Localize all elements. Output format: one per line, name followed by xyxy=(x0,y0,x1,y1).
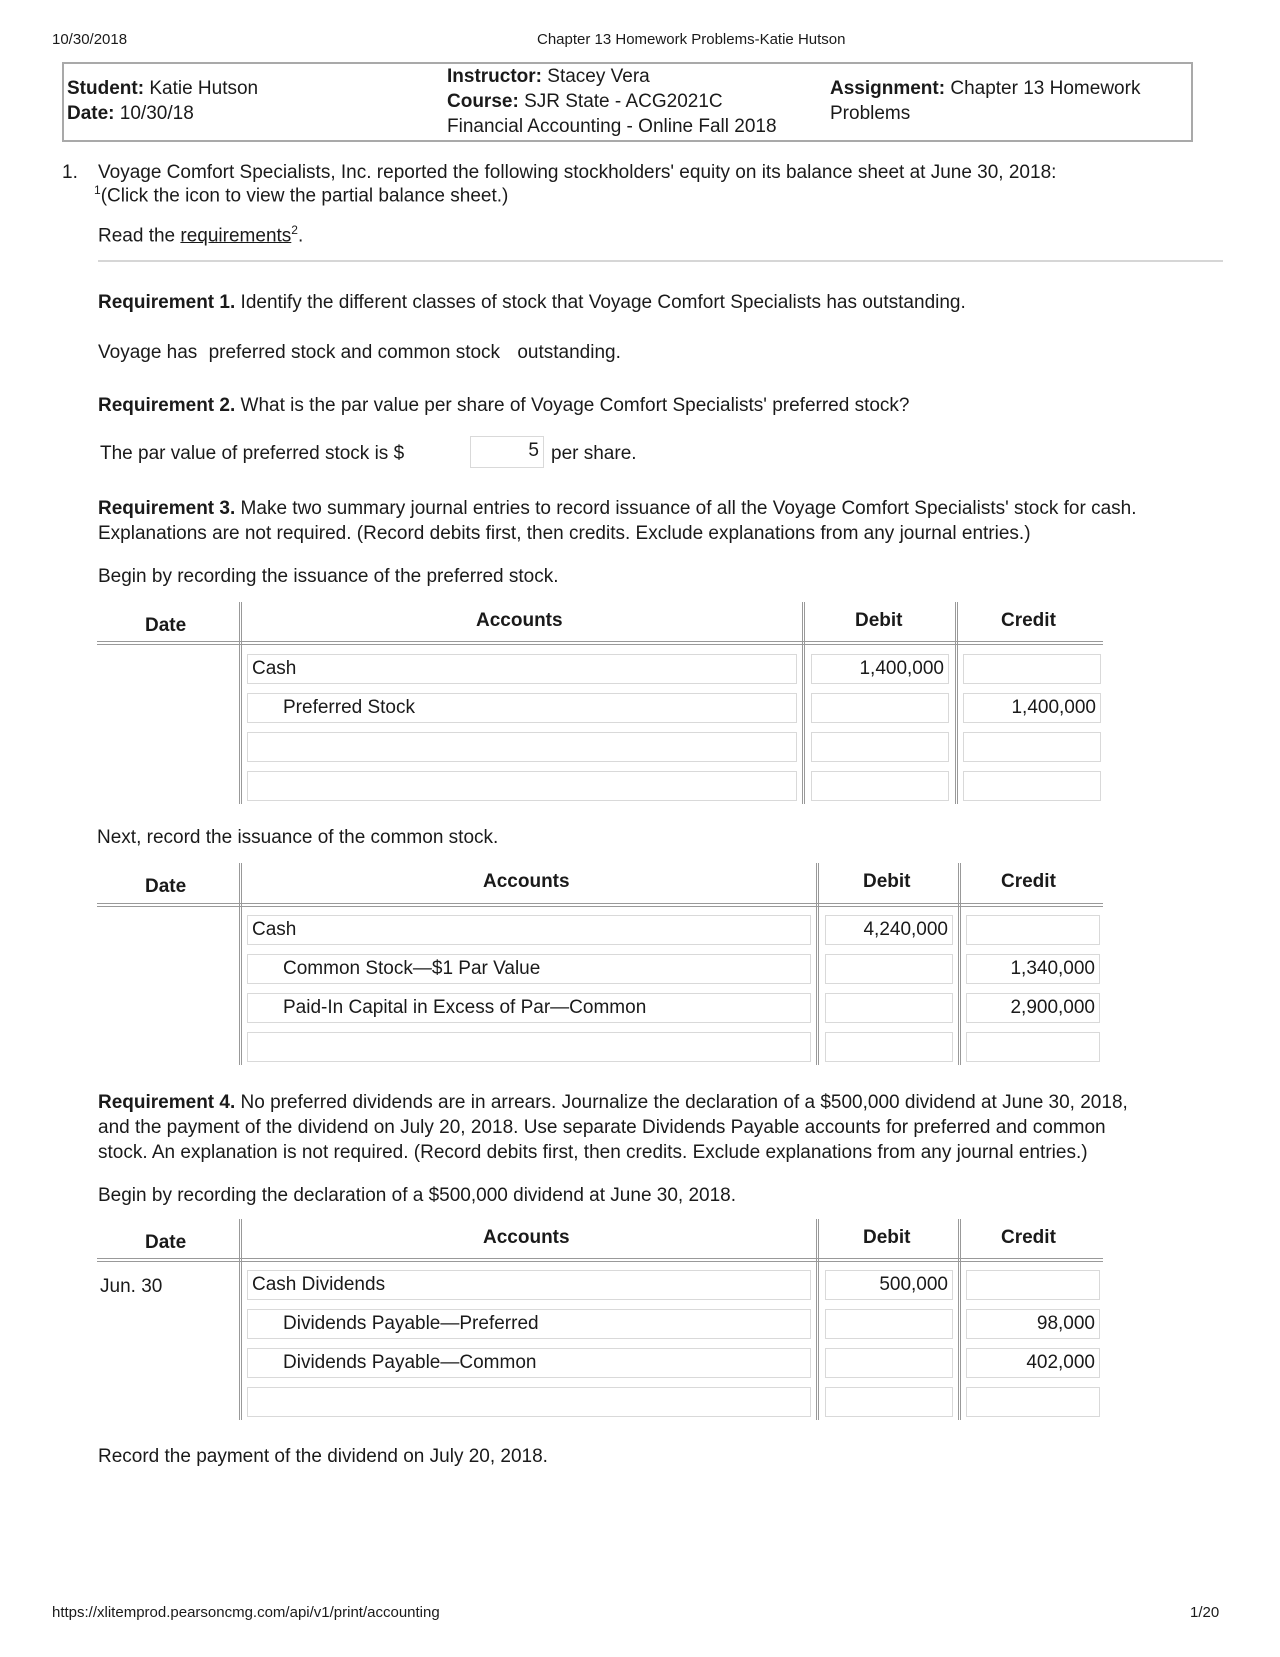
col-header-date: Date xyxy=(145,1232,187,1253)
debit-input[interactable]: 1,400,000 xyxy=(811,654,949,684)
instructor-name: Stacey Vera xyxy=(547,66,650,87)
credit-input[interactable] xyxy=(966,1270,1100,1300)
debit-input[interactable] xyxy=(825,1309,953,1339)
account-input[interactable] xyxy=(247,771,797,801)
credit-input[interactable]: 1,340,000 xyxy=(966,954,1100,984)
print-title: Chapter 13 Homework Problems-Katie Hutson xyxy=(537,31,846,48)
col-header-accounts: Accounts xyxy=(476,610,563,631)
header-rule xyxy=(97,903,1103,907)
column-rule xyxy=(958,1219,961,1420)
column-rule xyxy=(955,602,958,804)
balance-sheet-note[interactable]: $^1$(Click the icon to view the partial balance sheet.) xyxy=(94,183,509,207)
column-rule xyxy=(239,863,242,1065)
debit-input[interactable] xyxy=(825,1032,953,1062)
debit-input[interactable] xyxy=(811,732,949,762)
account-input[interactable] xyxy=(247,1032,811,1062)
column-rule xyxy=(802,602,805,804)
col-header-credit: Credit xyxy=(1001,610,1056,631)
read-requirements: Read the requirements$^2$. xyxy=(98,223,304,247)
credit-input[interactable] xyxy=(963,771,1101,801)
column-rule xyxy=(816,863,819,1065)
account-input[interactable] xyxy=(247,732,797,762)
section-divider xyxy=(98,260,1223,262)
debit-input[interactable]: 500,000 xyxy=(825,1270,953,1300)
credit-input[interactable] xyxy=(966,1387,1100,1417)
col-header-debit: Debit xyxy=(863,1227,911,1248)
column-rule xyxy=(958,863,961,1065)
credit-input[interactable]: 2,900,000 xyxy=(966,993,1100,1023)
col-header-accounts: Accounts xyxy=(483,1227,570,1248)
req1-answer-line: Voyage has preferred stock and common stock outstanding. xyxy=(98,342,621,363)
requirement-1: Requirement 1. Identify the different classes of stock that Voyage Comfort Specialists has outstanding. xyxy=(98,292,966,313)
account-input[interactable]: Common Stock—$1 Par Value xyxy=(247,954,811,984)
req4-instruction-payment: Record the payment of the dividend on July 20, 2018. xyxy=(98,1446,548,1467)
account-input[interactable]: Paid-In Capital in Excess of Par—Common xyxy=(247,993,811,1023)
credit-input[interactable] xyxy=(963,732,1101,762)
requirement-4: Requirement 4. No preferred dividends are in arrears. Journalize the declaration of a $500,000 dividend at June 30, 2018, and the payment of the dividend on July 20, 2018. Use separate Dividends Payable accounts for preferred and common stock. An explanation is not required. (Record debits first, then credits. Exclude explanations from any journal entries.) xyxy=(98,1092,1128,1163)
credit-input[interactable] xyxy=(966,915,1100,945)
debit-input[interactable] xyxy=(811,693,949,723)
header-rule xyxy=(97,1258,1103,1262)
debit-input[interactable] xyxy=(825,954,953,984)
col-header-date: Date xyxy=(145,876,187,897)
req2-answer-prefix: The par value of preferred stock is $ xyxy=(100,443,405,464)
debit-input[interactable] xyxy=(811,771,949,801)
col-header-debit: Debit xyxy=(863,871,911,892)
question-number: 1. xyxy=(62,162,78,183)
credit-input[interactable] xyxy=(966,1032,1100,1062)
req3-instruction-preferred: Begin by recording the issuance of the preferred stock. xyxy=(98,566,559,587)
student-date: 10/30/18 xyxy=(119,103,194,124)
col-header-credit: Credit xyxy=(1001,871,1056,892)
account-input[interactable]: Cash Dividends xyxy=(247,1270,811,1300)
footer-url: https://xlitemprod.pearsoncmg.com/api/v1/print/accounting xyxy=(52,1604,440,1621)
credit-input[interactable]: 98,000 xyxy=(966,1309,1100,1339)
col-header-accounts: Accounts xyxy=(483,871,570,892)
assignment-name-line2: Problems xyxy=(830,103,911,124)
column-rule xyxy=(239,602,242,804)
account-input[interactable]: Dividends Payable—Preferred xyxy=(247,1309,811,1339)
credit-input[interactable]: 1,400,000 xyxy=(963,693,1101,723)
course-name-line2: Financial Accounting - Online Fall 2018 xyxy=(447,116,777,137)
course-info: Instructor: Stacey Vera Course: SJR State - ACG2021C Financial Accounting - Online Fall 2018 xyxy=(447,66,777,137)
account-input[interactable]: Cash xyxy=(247,915,811,945)
info-box xyxy=(62,62,1193,142)
requirement-3: Requirement 3. Make two summary journal entries to record issuance of all the Voyage Comfort Specialists' stock for cash. Explanations are not required. (Record debits first, then credits. Exclude explanations from any journal entries.) xyxy=(98,498,1137,544)
col-header-date: Date xyxy=(145,615,187,636)
assignment-info: Assignment: Chapter 13 Homework Problems xyxy=(830,78,1141,124)
column-rule xyxy=(239,1219,242,1420)
stock-classes-dropdown[interactable]: preferred stock and common stock xyxy=(208,342,501,363)
debit-input[interactable]: 4,240,000 xyxy=(825,915,953,945)
student-name: Katie Hutson xyxy=(149,78,259,99)
col-header-debit: Debit xyxy=(855,610,903,631)
header-rule xyxy=(97,641,1103,645)
footnote-2-icon[interactable]: 2 xyxy=(291,223,298,237)
req3-instruction-common: Next, record the issuance of the common stock. xyxy=(97,827,499,848)
requirements-link[interactable]: requirements xyxy=(180,225,292,247)
account-input[interactable] xyxy=(247,1387,811,1417)
par-value-input[interactable]: 5 xyxy=(470,436,544,468)
credit-input[interactable] xyxy=(963,654,1101,684)
footnote-1-icon[interactable]: 1 xyxy=(94,183,101,197)
requirement-2: Requirement 2. What is the par value per share of Voyage Comfort Specialists' preferred stock? xyxy=(98,395,910,416)
print-date: 10/30/2018 xyxy=(52,31,128,48)
course-name: SJR State - ACG2021C xyxy=(524,91,723,112)
debit-input[interactable] xyxy=(825,1348,953,1378)
account-input[interactable]: Dividends Payable—Common xyxy=(247,1348,811,1378)
entry-date[interactable]: Jun. 30 xyxy=(100,1276,163,1297)
question-text: Voyage Comfort Specialists, Inc. reported the following stockholders' equity on its balance sheet at June 30, 2018: xyxy=(98,162,1057,183)
page-number: 1/20 xyxy=(1190,1604,1220,1621)
account-input[interactable]: Cash xyxy=(247,654,797,684)
col-header-credit: Credit xyxy=(1001,1227,1056,1248)
column-rule xyxy=(816,1219,819,1420)
student-info: Student: Katie Hutson Date: 10/30/18 xyxy=(67,78,259,124)
debit-input[interactable] xyxy=(825,993,953,1023)
debit-input[interactable] xyxy=(825,1387,953,1417)
req2-answer-suffix: per share. xyxy=(551,443,637,464)
account-input[interactable]: Preferred Stock xyxy=(247,693,797,723)
credit-input[interactable]: 402,000 xyxy=(966,1348,1100,1378)
assignment-name: Chapter 13 Homework xyxy=(950,78,1141,99)
req4-instruction-declaration: Begin by recording the declaration of a $500,000 dividend at June 30, 2018. xyxy=(98,1185,737,1206)
